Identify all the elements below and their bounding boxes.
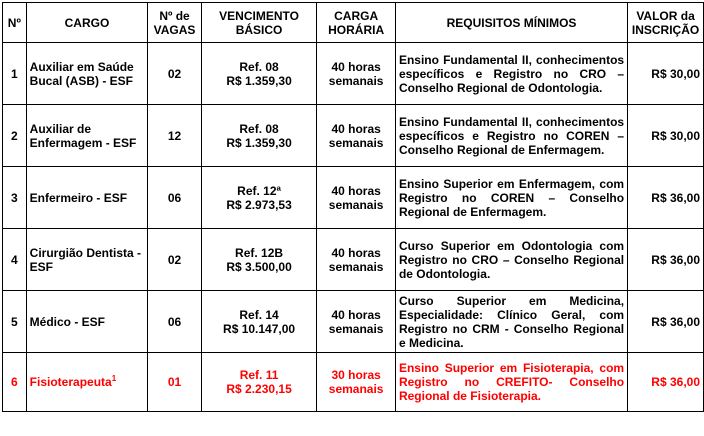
row-carga: 40 horas semanais	[317, 229, 396, 291]
row-vagas: 06	[148, 167, 202, 229]
row-num: 6	[3, 353, 27, 412]
row-salario: R$ 3.500,00	[226, 259, 292, 274]
row-num: 5	[3, 291, 27, 353]
row-requisitos: Ensino Superior em Fisioterapia, com Registro no CREFITO- Conselho Regional de Fisioterapia.	[395, 353, 627, 412]
table-row	[3, 167, 704, 229]
row-requisitos: Ensino Fundamental II, conhecimentos específicos e Registro no CRO – Conselho Regional de Odontologia.	[395, 43, 627, 105]
row-vagas: 06	[148, 291, 202, 353]
row-salario: R$ 1.359,30	[226, 73, 292, 88]
table-row	[3, 43, 704, 105]
table-row	[3, 229, 704, 291]
row-ref: Ref. 08	[239, 59, 279, 74]
header-vencimento: VENCIMENTO BÁSICO	[201, 3, 317, 43]
row-salario: R$ 2.973,53	[226, 197, 292, 212]
row-valor: R$ 30,00	[628, 43, 704, 105]
header-carga: CARGA HORÁRIA	[317, 3, 396, 43]
row-valor: R$ 30,00	[628, 105, 704, 167]
row-valor: R$ 36,00	[628, 291, 704, 353]
row-carga: 40 horas semanais	[317, 167, 396, 229]
row-carga: 30 horas semanais	[317, 353, 396, 412]
row-vencimento	[201, 43, 317, 105]
row-cargo: Cirurgião Dentista - ESF	[26, 229, 148, 291]
header-num: Nº	[3, 3, 27, 43]
table-row-highlighted	[3, 353, 704, 412]
row-vencimento	[201, 167, 317, 229]
row-vagas: 12	[148, 105, 202, 167]
header-requisitos: REQUISITOS MÍNIMOS	[395, 3, 627, 43]
row-vagas: 02	[148, 43, 202, 105]
row-vencimento	[201, 105, 317, 167]
row-requisitos: Ensino Superior em Enfermagem, com Registro no COREN – Conselho Regional de Enfermagem.	[395, 167, 627, 229]
row-vencimento	[201, 291, 317, 353]
row-cargo: Auxiliar em Saúde Bucal (ASB) - ESF	[26, 43, 148, 105]
row-salario: R$ 10.147,00	[223, 321, 296, 336]
row-num: 4	[3, 229, 27, 291]
row-vencimento	[201, 229, 317, 291]
row-requisitos: Curso Superior em Odontologia com Registro no CRO – Conselho Regional de Odontologia.	[395, 229, 627, 291]
header-valor: VALOR da INSCRIÇÃO	[628, 3, 704, 43]
row-vagas: 01	[148, 353, 202, 412]
footnote-marker: 1	[111, 374, 117, 383]
row-requisitos: Curso Superior em Medicina, Especialidade: Clínico Geral, com Registro no CRM - Conselho Regional e Medicina.	[395, 291, 627, 353]
row-carga: 40 horas semanais	[317, 43, 396, 105]
row-valor: R$ 36,00	[628, 229, 704, 291]
row-salario: R$ 2.230,15	[226, 382, 292, 396]
row-ref: Ref. 14	[239, 307, 279, 322]
row-carga: 40 horas semanais	[317, 105, 396, 167]
row-cargo: Enfermeiro - ESF	[26, 167, 148, 229]
row-carga: 40 horas semanais	[317, 291, 396, 353]
row-num: 1	[3, 43, 27, 105]
vacancies-table	[2, 2, 704, 412]
row-vencimento	[201, 353, 317, 412]
row-ref: Ref. 11	[239, 368, 279, 382]
header-row	[3, 3, 704, 43]
header-vagas: Nº de VAGAS	[148, 3, 202, 43]
row-valor: R$ 36,00	[628, 167, 704, 229]
table-row	[3, 105, 704, 167]
row-cargo: Médico - ESF	[26, 291, 148, 353]
row-ref: Ref. 12B	[235, 245, 284, 260]
row-num: 3	[3, 167, 27, 229]
row-cargo-text: Fisioterapeuta	[29, 375, 112, 389]
row-requisitos: Ensino Fundamental II, conhecimentos específicos e Registro no COREN – Conselho Regional de Enfermagem.	[395, 105, 627, 167]
row-ref: Ref. 08	[239, 121, 279, 136]
row-ref: Ref. 12ª	[237, 183, 281, 198]
row-cargo: Auxiliar de Enfermagem - ESF	[26, 105, 148, 167]
row-valor: R$ 36,00	[628, 353, 704, 412]
row-cargo	[26, 353, 148, 412]
header-cargo: CARGO	[26, 3, 148, 43]
row-num: 2	[3, 105, 27, 167]
table-row	[3, 291, 704, 353]
row-vagas: 02	[148, 229, 202, 291]
row-salario: R$ 1.359,30	[226, 135, 292, 150]
